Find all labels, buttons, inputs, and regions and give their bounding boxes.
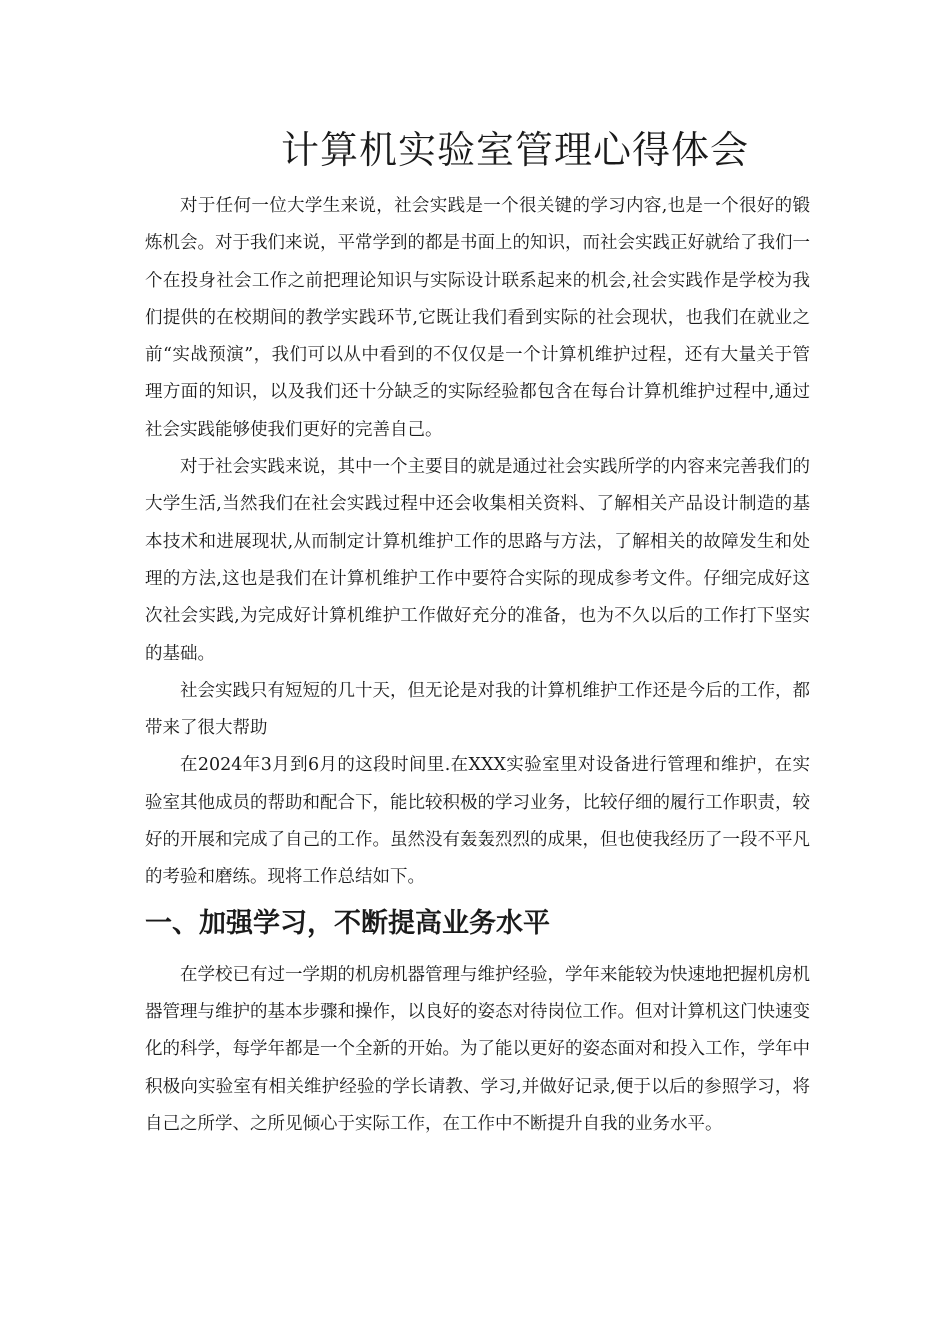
paragraph-intro: 对于任何一位大学生来说，社会实践是一个很关键的学习内容,也是一个很好的锻炼机会。对于我们来说，平常学到的都是书面上的知识，而社会实践正好就给了我们一个在投身社会工作之前把理论知识与实际设计联系起来的机会,社会实践作是学校为我们提供的在校期间的教学实践环节,它既让我们看到实际的社会现状，也我们在就业之前“实战预演”，我们可以从中看到的不仅仅是一个计算机维护过程，还有大量关于管理方面的知识，以及我们还十分缺乏的实际经验都包含在每台计算机维护过程中,通过社会实践能够使我们更好的完善自己。 — [145, 196, 810, 440]
paragraph-period: 在2024年3月到6月的这段时间里.在XXX实验室里对设备进行管理和维护，在实验室其他成员的帮助和配合下，能比较积极的学习业务，比较仔细的履行工作职责，较好的开展和完成了自己的工作。虽然没有轰轰烈烈的成果，但也使我经历了一段不平凡的考验和磨练。现将工作总结如下。 — [145, 755, 810, 888]
section-heading-study: 一、加强学习，不断提高业务水平 — [145, 907, 550, 939]
document-body — [145, 188, 810, 1143]
paragraph-purpose: 对于社会实践来说，其中一个主要目的就是通过社会实践所学的内容来完善我们的大学生活,当然我们在社会实践过程中还会收集相关资料、了解相关产品设计制造的基本技术和进展现状,从而制定计算机维护工作的思路与方法，了解相关的故障发生和处理的方法,这也是我们在计算机维护工作中要符合实际的现成参考文件。仔细完成好这次社会实践,为完成好计算机维护工作做好充分的准备，也为不久以后的工作打下坚实的基础。 — [145, 457, 810, 664]
paragraph-benefit: 社会实践只有短短的几十天，但无论是对我的计算机维护工作还是今后的工作，都带来了很大帮助 — [145, 680, 810, 739]
document-title: 计算机实验室管理心得体会 — [280, 128, 749, 172]
paragraph-study: 在学校已有过一学期的机房机器管理与维护经验，学年来能较为快速地把握机房机器管理与维护的基本步骤和操作，以良好的姿态对待岗位工作。但对计算机这门快速变化的科学，每学年都是一个全新的开始。为了能以更好的姿态面对和投入工作，学年中积极向实验室有相关维护经验的学长请教、学习,并做好记录,便于以后的参照学习，将自己之所学、之所见倾心于实际工作，在工作中不断提升自我的业务水平。 — [145, 964, 810, 1134]
